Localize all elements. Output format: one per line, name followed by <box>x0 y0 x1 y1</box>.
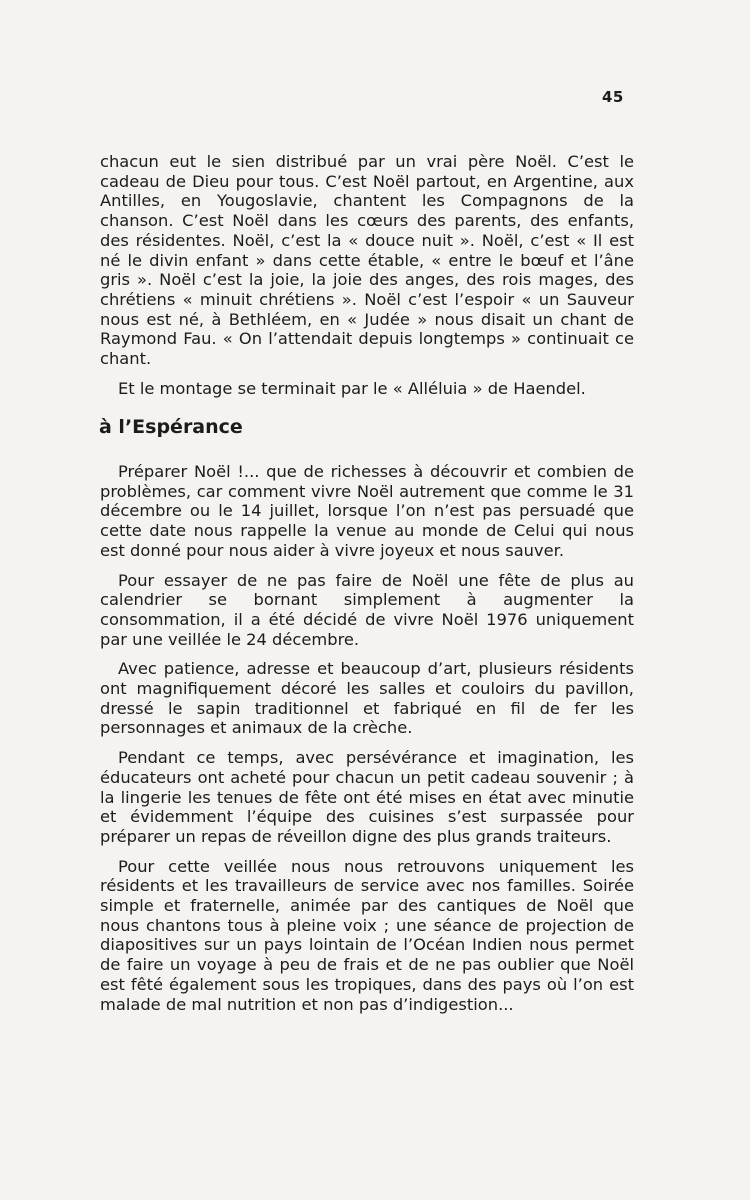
continuation-paragraph-2: Et le montage se terminait par le « Alléluia » de Haendel. <box>118 378 586 398</box>
continuation-paragraph-1: chacun eut le sien distribué par un vrai père Noël. C’est le cadeau de Dieu pour tous. C’est Noël partout, en Argentine, aux Antilles, en Yougoslavie, chantent les Compagnons de la chanson. C’est Noël dans les cœurs des parents, des enfants, des résidentes. Noël, c’est la « douce nuit ». Noël, c’est « Il est né le divin enfant » dans cette étable, « entre le bœuf et l’âne gris ». Noël c’est la joie, la joie des anges, des rois mages, des chrétiens « minuit chrétiens ». Noël c’est l’espoir « un Sauveur nous est né, à Bethléem, en « Judée » nous disait un chant de Raymond Fau. « On l’attendait depuis longtemps » continuait ce chant. <box>100 152 634 369</box>
section-paragraph-5: Pour cette veillée nous nous retrouvons uniquement les résidents et les travailleurs de service avec nos familles. Soirée simple et fraternelle, animée par des cantiques de Noël que nous chantons tous à pleine voix ; une séance de projection de diapositives sur un pays lointain de l’Océan Indien nous permet de faire un voyage à peu de frais et de ne pas oublier que Noël est fêté également sous les tropiques, dans des pays où l’on est malade de mal nutrition et non pas d’indigestion... <box>100 856 634 1014</box>
section-paragraph-1: Préparer Noël !... que de richesses à découvrir et combien de problèmes, car comment vivre Noël autrement que comme le 31 décembre ou le 14 juillet, lorsque l’on n’est pas persuadé que cette date nous rappelle la venue au monde de Celui qui nous est donné pour nous aider à vivre joyeux et nous sauver. <box>100 462 634 560</box>
section-paragraph-4: Pendant ce temps, avec persévérance et imagination, les éducateurs ont acheté pour chacun un petit cadeau souvenir ; à la lingerie les tenues de fête ont été mises en état avec minutie et évidemment l’équipe des cuisines s’est surpassée pour préparer un repas de réveillon digne des plus grands traiteurs. <box>100 748 634 846</box>
section-paragraph-3: Avec patience, adresse et beaucoup d’art, plusieurs résidents ont magnifiquement décoré les salles et couloirs du pavillon, dressé le sapin traditionnel et fabriqué en fil de fer les personnages et animaux de la crèche. <box>100 659 634 738</box>
section-body <box>100 462 634 1024</box>
section-heading: à l’Espérance <box>99 416 243 438</box>
continuation-text <box>100 152 634 408</box>
section-paragraph-2: Pour essayer de ne pas faire de Noël une fête de plus au calendrier se bornant simplement à augmenter la consommation, il a été décidé de vivre Noël 1976 uniquement par une veillée le 24 décembre. <box>100 570 634 649</box>
page-number: 45 <box>602 88 624 106</box>
